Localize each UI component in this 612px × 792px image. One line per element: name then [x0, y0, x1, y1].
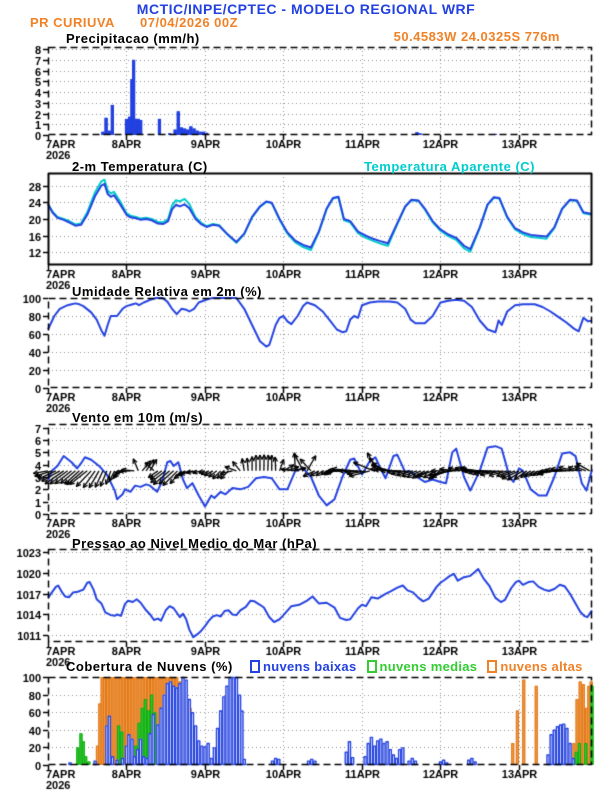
legend-nuvens-medias — [367, 659, 478, 674]
panel-title-temperatura: 2-m Temperatura (C) — [72, 159, 208, 174]
legend-label: nuvens baixas — [263, 659, 357, 674]
panel-title-precipitacao: Precipitacao (mm/h) — [66, 31, 200, 46]
legend-label: nuvens altas — [500, 659, 583, 674]
legend-temperatura-aparente: Temperatura Aparente (C) — [364, 159, 535, 174]
panel-title-nuvens: Cobertura de Nuvens (%) — [66, 659, 233, 674]
cloud-legend — [250, 659, 583, 674]
legend-label: nuvens medias — [379, 659, 478, 674]
legend-nuvens-altas — [487, 659, 582, 674]
panel-title-vento: Vento em 10m (m/s) — [72, 410, 204, 425]
panel-title-pressao: Pressao ao Nivel Medio do Mar (hPa) — [72, 536, 318, 551]
orange-square-icon — [487, 660, 497, 673]
legend-nuvens-baixas — [250, 659, 357, 674]
panel-title-umidade: Umidade Relativa em 2m (%) — [72, 284, 263, 299]
green-square-icon — [367, 660, 377, 673]
blue-square-icon — [250, 660, 260, 673]
